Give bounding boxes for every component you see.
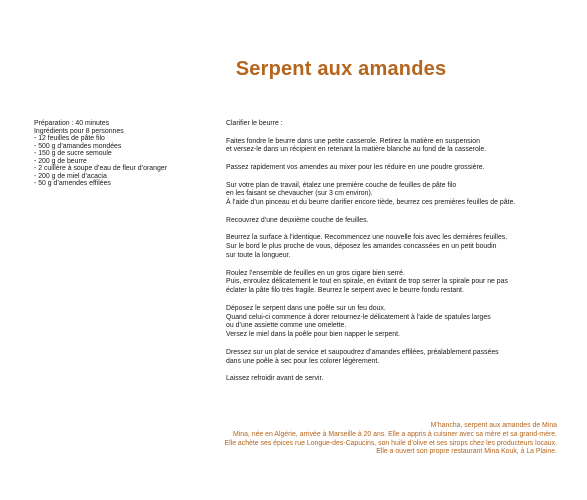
step-paragraph — [226, 234, 566, 260]
step-line: Passez rapidement vos amendes au mixer pour les réduire en une poudre grossière. — [226, 163, 485, 171]
ingredient-item: - 50 g d’amendes effilées — [34, 180, 111, 187]
ingredient-item: - 12 feuilles de pâte filo — [34, 135, 105, 142]
recipe-title: Serpent aux amandes — [235, 58, 447, 80]
ingredient-item: - 150 g de sucre semoule — [34, 150, 112, 157]
step-paragraph — [226, 270, 566, 296]
step-line: sur toute la longueur. — [226, 251, 291, 259]
prep-time: Préparation : 40 minutes — [34, 120, 110, 127]
ingredient-item: - 200 g de miel d’acacia — [34, 172, 107, 180]
step-line: Clarifier le beurre : — [226, 120, 283, 127]
step-paragraph — [226, 349, 566, 367]
credit-line: Mina, née en Algérie, arrivée à Marseille à 20 ans. Elle a appris à cuisiner avec sa mère et sa grand-mère. — [232, 430, 557, 438]
step-line: Sur le bord le plus proche de vous, déposez les amandes concassées en un petit boudin — [226, 243, 497, 251]
step-paragraph — [226, 120, 566, 129]
step-line: éclater la pâte filo très fragile. Beurrez le serpent avec le beurre fondu restant. — [226, 287, 464, 295]
step-line: Quand celui-ci commence à dorer retournez-le délicatement à l’aide de spatules larges — [226, 313, 491, 321]
step-paragraph — [226, 164, 566, 173]
step-paragraph — [226, 305, 566, 340]
step-line: Versez le miel dans la poêle pour bien napper le serpent. — [226, 331, 400, 339]
ingredient-item: - 2 cuillère à soupe d’eau de fleur d’oranger — [34, 165, 167, 172]
step-line: et versez-le dans un récipient en retenant la matière blanche au fond de la casserole. — [226, 146, 487, 154]
step-line: À l’aide d’un pinceau et du beurre clarifier encore tiède, beurrez ces premières feuilles de pâte. — [226, 199, 516, 207]
step-line: Déposez le serpent dans une poêle sur un feu doux. — [226, 304, 386, 312]
step-line: dans une poêle à sec pour les colorer légèrement. — [226, 357, 380, 365]
step-line: Dressez sur un plat de service et saupoudrez d’amandes effilées, préalablement passées — [226, 348, 499, 356]
step-line: Recouvrez d’une deuxième couche de feuilles. — [226, 216, 369, 224]
ingredient-item: - 200 g de beurre — [34, 157, 87, 165]
step-line: Roulez l’ensemble de feuilles en un gros cigare bien serré. — [226, 269, 405, 277]
ingredients-list — [34, 120, 219, 188]
step-line: ou d’une assiette comme une omelette. — [226, 322, 347, 330]
step-paragraph — [226, 138, 566, 156]
step-paragraph — [226, 375, 566, 384]
step-line: en les faisant se chevaucher (sur 3 cm environ). — [226, 190, 373, 198]
step-paragraph — [226, 217, 566, 226]
step-line: Faites fondre le beurre dans une petite casserole. Retirez la matière en suspension — [226, 137, 480, 145]
step-line: Beurrez la surface à l’identique. Recommencez une nouvelle fois avec les dernières feuilles. — [226, 234, 508, 242]
step-line: Puis, enroulez délicatement le tout en spirale, en évitant de trop serrer la spirale pour ne pas — [226, 278, 508, 286]
credit-line: Elle achète ses épices rue Longue-des-Capucins, son huile d’olive et ses sirops chez les producteurs locaux. — [224, 439, 557, 447]
step-line: Laissez refroidir avant de servir. — [226, 375, 324, 383]
step-paragraph — [226, 182, 566, 208]
step-line: Sur votre plan de travail, étalez une première couche de feuilles de pâte filo — [226, 181, 457, 189]
ingredient-item: - 500 g d’amandes mondées — [34, 142, 122, 150]
credit-line: M’hancha, serpent aux amandes de Mina — [430, 422, 557, 429]
instructions — [226, 120, 566, 393]
credit-line: Elle a ouvert son propre restaurant Mina Kouk, à La Plaine. — [376, 448, 557, 456]
servings: Ingrédients pour 8 personnes — [34, 127, 124, 135]
credits — [157, 422, 557, 457]
